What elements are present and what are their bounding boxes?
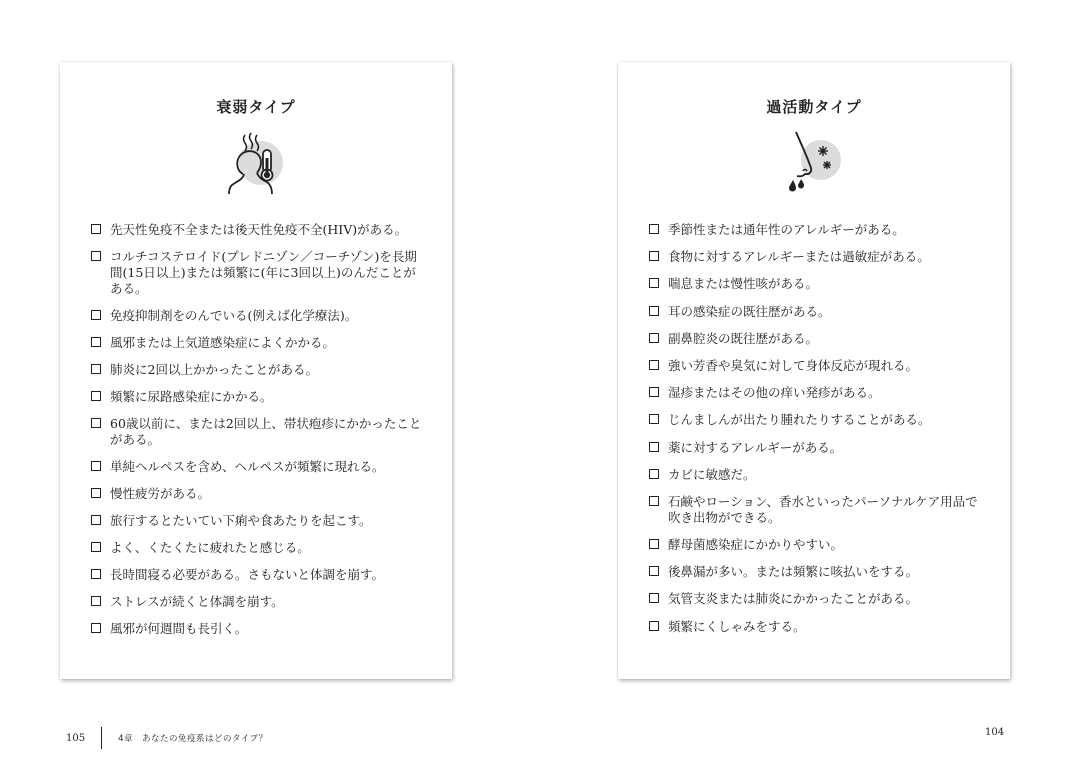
left-page-footer	[66, 727, 268, 749]
item-text: 薬に対するアレルギーがある。	[668, 439, 843, 455]
item-text: じんましんが出たり腫れたりすることがある。	[668, 412, 931, 428]
chapter-title: 4章 あなたの免疫系はどのタイプ？	[118, 734, 268, 744]
item-text: よく、くたくたに疲れたと感じる。	[110, 540, 310, 555]
overactive-type-checklist	[649, 222, 986, 646]
checkbox[interactable]	[649, 360, 659, 370]
item-text: コルチコステロイド(プレドニゾン／コーチゾン)を長期間(15日以上)または頻繁に(年に3回以上)のんだことがある。	[110, 249, 417, 296]
checkbox[interactable]	[91, 569, 101, 579]
list-item	[91, 389, 428, 405]
checkbox[interactable]	[649, 251, 659, 261]
right-page-footer	[985, 727, 1004, 738]
list-item	[649, 564, 986, 580]
list-item	[91, 335, 428, 351]
weak-type-card	[60, 62, 452, 679]
item-text: 副鼻腔炎の既往歴がある。	[668, 330, 819, 346]
checkbox[interactable]	[649, 496, 659, 506]
checkbox[interactable]	[91, 542, 101, 552]
item-text: 肺炎に2回以上かかったことがある。	[110, 362, 318, 377]
weak-type-checklist	[91, 222, 428, 648]
checkbox[interactable]	[91, 251, 101, 261]
item-text: 強い芳香や臭気に対して身体反応が現れる。	[668, 357, 919, 373]
checkbox[interactable]	[91, 364, 101, 374]
item-text: カビに敏感だ。	[668, 466, 756, 482]
checkbox[interactable]	[91, 596, 101, 606]
list-item	[91, 486, 428, 502]
checkbox[interactable]	[91, 515, 101, 525]
item-text: 気管支炎または肺炎にかかったことがある。	[668, 591, 919, 607]
page-number: 105	[66, 732, 86, 744]
item-text: 免疫抑制剤をのんでいる(例えば化学療法)。	[110, 308, 358, 323]
list-item	[649, 494, 986, 526]
checkbox[interactable]	[649, 539, 659, 549]
checkbox[interactable]	[649, 333, 659, 343]
list-item	[91, 249, 428, 297]
list-item	[649, 467, 986, 483]
item-text: 石鹸やローション、香水といったパーソナルケア用品で吹き出物ができる。	[668, 493, 978, 525]
list-item	[91, 621, 428, 637]
page-number: 104	[985, 727, 1005, 738]
checkbox[interactable]	[649, 442, 659, 452]
checkbox[interactable]	[649, 387, 659, 397]
item-text: 風邪が何週間も長引く。	[110, 621, 248, 636]
checkbox[interactable]	[91, 488, 101, 498]
list-item	[91, 594, 428, 610]
item-text: 先天性免疫不全または後天性免疫不全(HIV)がある。	[110, 222, 408, 237]
item-text: 酵母菌感染症にかかりやすい。	[668, 537, 844, 553]
checkbox[interactable]	[649, 469, 659, 479]
weak-type-title: 衰弱タイプ	[216, 98, 296, 116]
checkbox[interactable]	[649, 278, 659, 288]
item-text: 旅行するとたいてい下痢や食あたりを起こす。	[110, 513, 372, 528]
list-item	[649, 222, 986, 238]
list-item	[649, 412, 986, 428]
list-item	[91, 416, 428, 448]
list-item	[649, 276, 986, 292]
list-item	[91, 567, 428, 583]
list-item	[91, 513, 428, 529]
list-item	[649, 249, 986, 265]
checkbox[interactable]	[649, 621, 659, 631]
item-text: 60歳以前に、または2回以上、帯状疱疹にかかったことがある。	[110, 416, 422, 447]
item-text: 頻繁に尿路感染症にかかる。	[110, 389, 273, 404]
item-text: 風邪または上気道感染症によくかかる。	[110, 335, 336, 350]
list-item	[649, 440, 986, 456]
checkbox[interactable]	[649, 306, 659, 316]
checkbox[interactable]	[649, 224, 659, 234]
list-item	[649, 619, 986, 635]
overactive-type-title: 過活動タイプ	[766, 98, 862, 116]
list-item	[91, 362, 428, 378]
item-text: 湿疹またはその他の痒い発疹がある。	[668, 385, 881, 401]
footer-divider	[101, 727, 102, 749]
checkbox[interactable]	[91, 623, 101, 633]
item-text: 長時間寝る必要がある。さもないと体調を崩す。	[110, 567, 385, 582]
list-item	[649, 331, 986, 347]
item-text: 食物に対するアレルギーまたは過敏症がある。	[668, 249, 930, 265]
list-item	[91, 540, 428, 556]
list-item	[91, 222, 428, 238]
item-text: 喘息または慢性咳がある。	[668, 276, 819, 292]
item-text: 後鼻漏が多い。または頻繁に咳払いをする。	[668, 564, 919, 580]
nose-pollen-icon	[779, 130, 849, 196]
item-text: 頻繁にくしゃみをする。	[668, 618, 806, 634]
checkbox[interactable]	[649, 593, 659, 603]
overactive-type-card	[618, 62, 1010, 679]
checkbox[interactable]	[91, 461, 101, 471]
item-text: ストレスが続くと体調を崩す。	[110, 594, 284, 609]
list-item	[649, 537, 986, 553]
list-item	[91, 459, 428, 475]
list-item	[649, 591, 986, 607]
checkbox[interactable]	[91, 418, 101, 428]
checkbox[interactable]	[649, 566, 659, 576]
item-text: 単純ヘルペスを含め、ヘルペスが頻繁に現れる。	[110, 459, 385, 474]
item-text: 季節性または通年性のアレルギーがある。	[668, 222, 905, 237]
checkbox[interactable]	[91, 391, 101, 401]
list-item	[649, 385, 986, 401]
checkbox[interactable]	[649, 414, 659, 424]
checkbox[interactable]	[91, 224, 101, 234]
item-text: 耳の感染症の既往歴がある。	[668, 303, 831, 319]
list-item	[91, 308, 428, 324]
checkbox[interactable]	[91, 310, 101, 320]
person-thermometer-icon	[221, 130, 291, 196]
item-text: 慢性疲労がある。	[110, 486, 211, 501]
list-item	[649, 304, 986, 320]
checkbox[interactable]	[91, 337, 101, 347]
list-item	[649, 358, 986, 374]
